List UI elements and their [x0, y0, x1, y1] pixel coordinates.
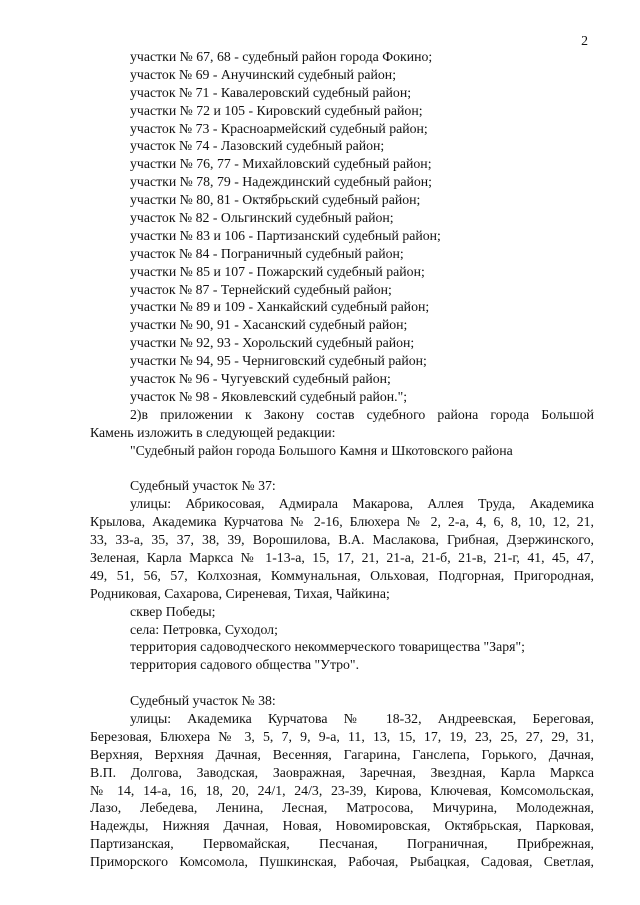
site-list-item: участки № 83 и 106 - Партизанский судебный район;: [130, 227, 441, 243]
site-list-item: участок № 73 - Красноармейский судебный район;: [130, 120, 428, 136]
site-38-street-line: Партизанская, Первомайская, Песчаная, Пограничная, Прибрежная,: [90, 836, 594, 852]
site-38-street-line: № 14, 14-а, 16, 18, 20, 24/1, 24/3, 23-39, Кирова, Ключевая, Комсомольская,: [90, 782, 594, 798]
site-list-item: участок № 69 - Анучинский судебный район;: [130, 66, 397, 82]
site-37-street-line: Крылова, Академика Курчатова № 2-16, Блюхера № 2, 2-а, 4, 6, 8, 10, 12, 21,: [90, 514, 594, 530]
site-37-streets: [90, 495, 594, 584]
site-list-item: участок № 71 - Кавалеровский судебный район;: [130, 84, 412, 100]
site-list-item: участок № 74 - Лазовский судебный район;: [130, 138, 385, 154]
spacer: [90, 674, 594, 692]
site-38-street-line: Надежды, Нижняя Дачная, Новая, Новомировская, Октябрьская, Парковая,: [90, 818, 594, 834]
district-heading: "Судебный район города Большого Камня и Шкотовского района: [130, 442, 513, 458]
judicial-sites-list: [90, 48, 594, 406]
amendment-line-2: Камень изложить в следующей редакции:: [90, 424, 336, 440]
site-list-item: участки № 89 и 109 - Ханкайский судебный район;: [130, 299, 430, 315]
site-list-item: участки № 90, 91 - Хасанский судебный район;: [130, 317, 408, 333]
site-38-title: Судебный участок № 38:: [130, 693, 276, 709]
spacer: [90, 459, 594, 477]
site-38-street-line: Лазо, Лебедева, Ленина, Лесная, Матросова, Мичурина, Молодежная,: [90, 800, 594, 816]
site-list-item: участки № 67, 68 - судебный район города Фокино;: [130, 49, 433, 64]
site-37-territory-1: территория садоводческого некоммерческого товарищества "Заря";: [130, 639, 525, 655]
site-37-street-line: 49, 51, 56, 57, Колхозная, Коммунальная, Ольховая, Подгорная, Пригородная,: [90, 567, 594, 583]
site-38-street-line: В.П. Долгова, Заводская, Заовражная, Заречная, Звездная, Карла Маркса: [90, 764, 594, 780]
site-38-streets: [90, 710, 594, 871]
site-37-territory-2: территория садового общества "Утро".: [130, 657, 360, 673]
amendment-line-1: 2)в приложении к Закону состав судебного района города Большой: [130, 406, 594, 422]
site-list-item: участок № 96 - Чугуевский судебный район;: [130, 371, 391, 387]
site-list-item: участки № 94, 95 - Черниговский судебный район;: [130, 353, 427, 369]
document-body: [90, 48, 594, 871]
page-number: 2: [581, 33, 588, 48]
site-list-item: участки № 80, 81 - Октябрьский судебный район;: [130, 192, 421, 208]
site-list-item: участок № 82 - Ольгинский судебный район;: [130, 210, 394, 226]
site-37-square: сквер Победы;: [130, 603, 216, 619]
site-38-street-line: Верхняя, Верхняя Дачная, Весенняя, Гагарина, Ганслепа, Горького, Дачная,: [90, 746, 594, 762]
site-37-title: Судебный участок № 37:: [130, 478, 276, 494]
site-37-street-line: Зеленая, Карла Маркса № 1-13-а, 15, 17, 21, 21-а, 21-б, 21-в, 21-г, 41, 45, 47,: [90, 549, 594, 565]
site-38-street-line: улицы: Академика Курчатова № 18-32, Андреевская, Береговая,: [130, 710, 594, 726]
site-38-street-line: Приморского Комсомола, Пушкинская, Рабочая, Рыбацкая, Садовая, Светлая,: [90, 854, 594, 870]
site-list-item: участки № 85 и 107 - Пожарский судебный район;: [130, 263, 425, 279]
site-list-item: участки № 92, 93 - Хорольский судебный район;: [130, 335, 415, 351]
site-list-item: участок № 87 - Тернейский судебный район;: [130, 281, 392, 297]
site-38-street-line: Березовая, Блюхера № 3, 5, 7, 9, 9-а, 11, 13, 15, 17, 19, 23, 25, 27, 29, 31,: [90, 728, 594, 744]
site-list-item: участок № 98 - Яковлевский судебный район.";: [130, 388, 408, 404]
site-list-item: участок № 84 - Пограничный судебный район;: [130, 245, 404, 261]
site-37-streets-last: Родниковая, Сахарова, Сиреневая, Тихая, Чайкина;: [90, 585, 390, 601]
site-list-item: участки № 76, 77 - Михайловский судебный район;: [130, 156, 432, 172]
site-37-villages: села: Петровка, Суходол;: [130, 621, 278, 637]
site-37-street-line: улицы: Абрикосовая, Адмирала Макарова, Аллея Труда, Академика: [130, 496, 594, 512]
site-37-street-line: 33, 33-а, 35, 37, 38, 39, Ворошилова, В.А. Маслакова, Грибная, Дзержинского,: [90, 532, 594, 548]
site-list-item: участки № 72 и 105 - Кировский судебный район;: [130, 102, 423, 118]
site-list-item: участки № 78, 79 - Надеждинский судебный район;: [130, 174, 432, 190]
